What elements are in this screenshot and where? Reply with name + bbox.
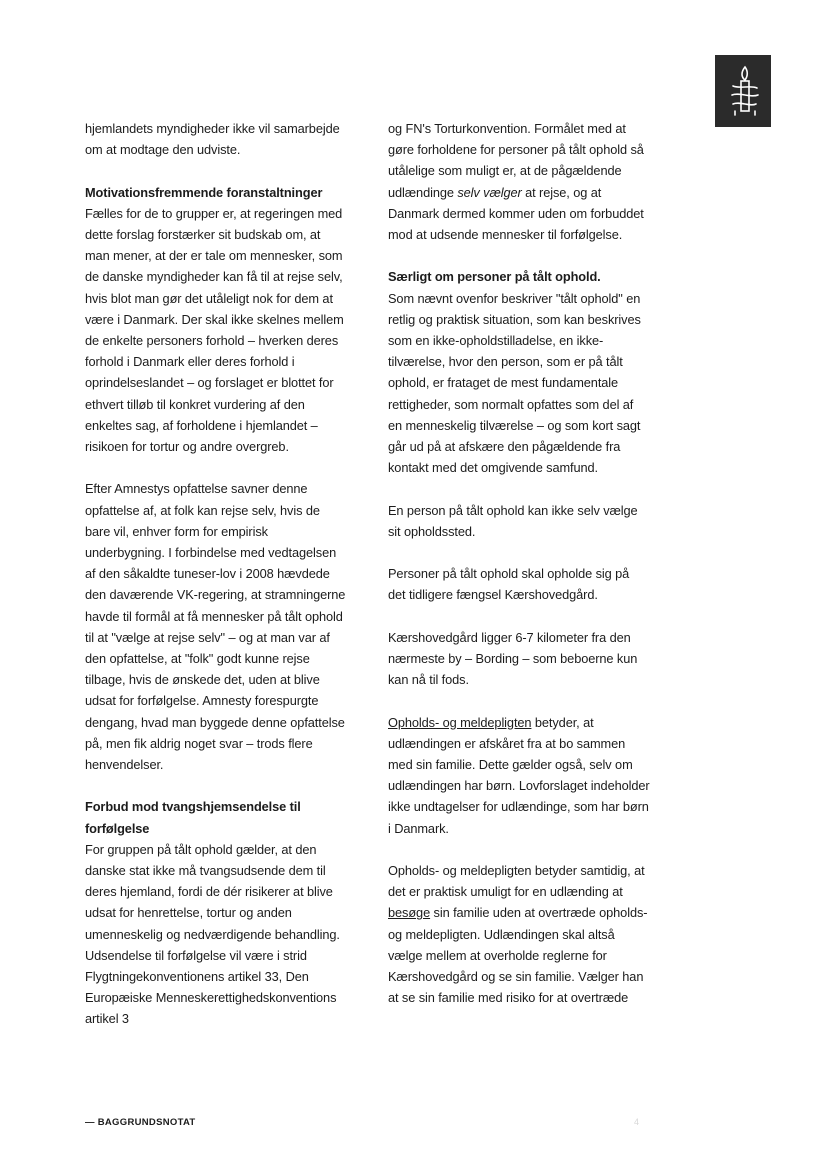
heading-motivation: Motivationsfremmende foranstaltninger [85,184,323,200]
section-motivation [85,182,347,458]
amnesty-candle-icon [715,55,771,127]
heading-forbud: Forbud mod tvangshjemsendelse til forfølgelse [85,799,301,836]
text-run: Opholds- og meldepligten betyder samtidig, at det er praktisk umuligt for en udlænding at [388,863,645,900]
heading-taalt-ophold: Særligt om personer på tålt ophold. [388,269,601,285]
page-number: 4 [634,1117,640,1127]
paragraph: Personer på tålt ophold skal opholde sig på det tidligere fængsel Kærshovedgård. [388,566,630,603]
paragraph: En person på tålt ophold kan ikke selv vælge sit opholdssted. [388,502,638,539]
paragraph-text: Som nævnt ovenfor beskriver "tålt ophold" en retlig og praktisk situation, som kan beskrives som en ikke-opholdstilladelse, en ikke-tilværelse, hvor den person, som er på tålt ophold, er frataget de mest fundamentale rettigheder, som normalt opfattes som del af en menneskelig tilværelse – og som kort sagt går ud på at afskære den pågældende fra kontakt med det omgivende samfund. [388,290,641,476]
paragraph-text: Fælles for de to grupper er, at regeringen med dette forslag forstærker sit budskab om, at man mener, at der er tale om mennesker, som de danske myndigheder kan få til at rejse selv, hvis blot man gør det utåleligt nok for dem at være i Danmark. Der skal ikke skelnes mellem de enkelte personers forhold – hverken deres forhold i Danmark eller deres forhold i oprindelseslandet – og forslaget er blottet for ethvert tilløb til konkret vurdering af den enkeltes sag, af forholdene i hjemlandet – risikoen for tortur og andre overgreb. [85,205,344,455]
paragraph: hjemlandets myndigheder ikke vil samarbejde om at modtage den udviste. [85,121,340,158]
section-forbud [85,796,347,1029]
text-run: at rejse, og at Danmark dermed kommer uden om forbuddet mod at udsende mennesker til forfølgelse. [388,184,644,243]
paragraph [388,860,650,1008]
text-run: sin familie uden at overtræde opholds- og meldepligten. Udlændingen skal altså vælge mellem at overholde reglerne for Kærshovedgård og se sin familie. Vælger han at se sin familie med risiko for at overtræde [388,905,648,1006]
emphasis: selv vælger [457,184,522,200]
paragraph: Efter Amnestys opfattelse savner denne opfattelse af, at folk kan rejse selv, hvis de bare vil, enhver form for empirisk underbygning. I forbindelse med vedtagelsen af den såkaldte tuneser-lov i 2008 hævdede den daværende VK-regering, at stramningerne havde til formål at få mennesker på tålt ophold til at "vælge at rejse selv" – og at man var af den opfattelse, at "folk" godt kunne rejse tilbage, hvis de ønskede det, uden at blive udsat for forfølgelse. Amnesty forespurgte dengang, hvad man byggede denne opfattelse på, men fik aldrig noget svar – trods flere henvendelser. [85,481,346,773]
footer-label: — BAGGRUNDSNOTAT [85,1117,196,1128]
paragraph: Kærshovedgård ligger 6-7 kilometer fra den nærmeste by – Bording – som beboerne kun kan nå til fods. [388,629,638,688]
text-run: og FN's Torturkonvention. Formålet med at gøre forholdene for personer på tålt ophold så utålelige som muligt er, at de pågældende udlændinge [388,121,644,200]
paragraph [388,118,650,245]
amnesty-logo [715,55,771,127]
underlined-term: Opholds- og meldepligten [388,714,532,730]
paragraph [388,712,650,839]
left-column [85,118,347,1051]
right-column [388,118,650,1030]
section-taalt-ophold [388,266,650,478]
underlined-term: besøge [388,905,431,921]
text-run: betyder, at udlændingen er afskåret fra at bo sammen med sin familie. Dette gælder også, selv om udlændingen har børn. Lovforslaget indeholder ikke undtagelser for udlændinge, som har børn i Danmark. [388,714,650,836]
paragraph-text: For gruppen på tålt ophold gælder, at den danske stat ikke må tvangsudsende dem til deres hjemland, fordi de dér risikerer at blive udsat for henrettelse, tortur og anden umenneskelig og nedværdigende behandling. Udsendelse til forfølgelse vil være i strid Flygtningekonventionens artikel 33, Den Europæiske Menneskerettighedskonventions artikel 3 [85,841,340,1027]
